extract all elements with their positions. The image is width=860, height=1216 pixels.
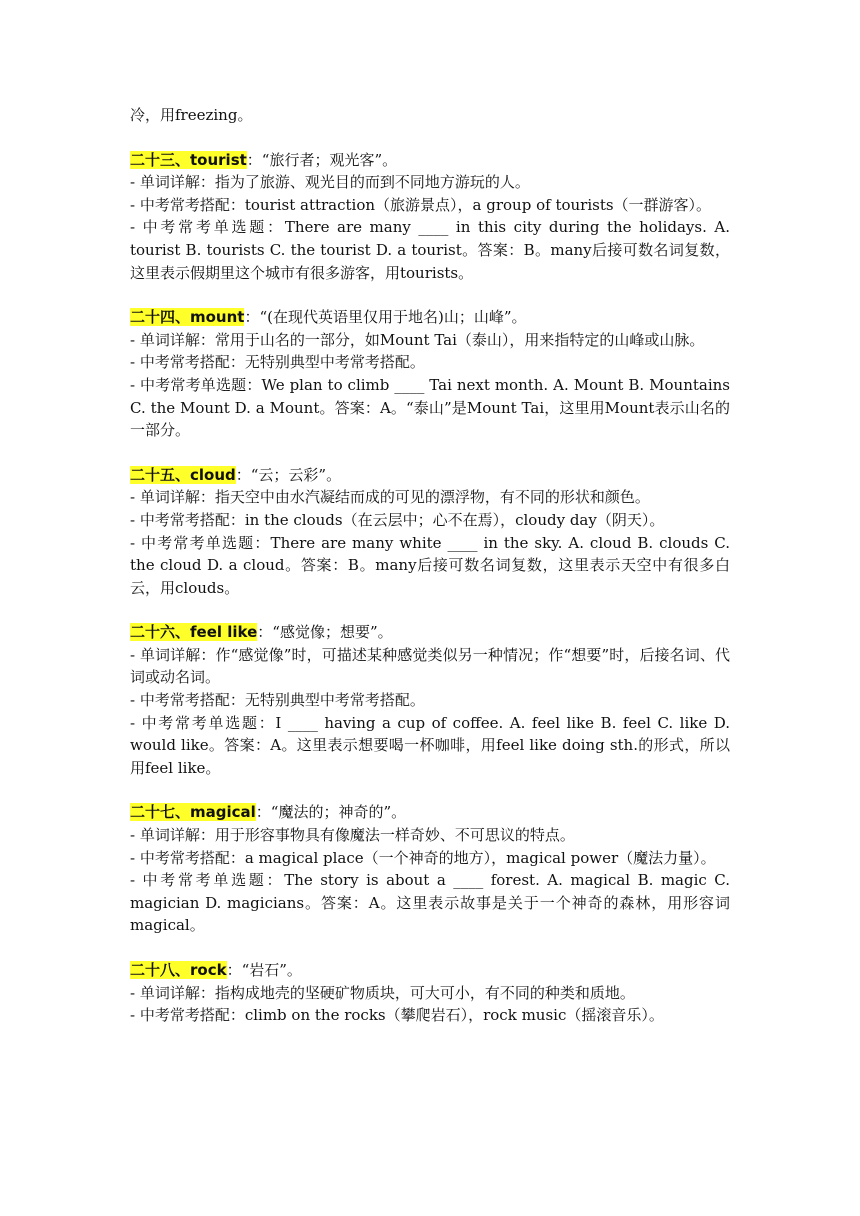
entry-detail-line: - 单词详解：常用于山名的一部分，如Mount Tai（泰山），用来指特定的山峰或山脉。 bbox=[130, 330, 705, 349]
entry-heading bbox=[130, 801, 730, 824]
entry-term-highlight: 二十六、feel like bbox=[130, 623, 258, 642]
entry-detail-line: - 中考常考搭配：a magical place（一个神奇的地方），magical power（魔法力量）。 bbox=[130, 848, 716, 867]
entry-gloss: ：“(在现代英语里仅用于地名)山；山峰”。 bbox=[244, 308, 527, 327]
entry-term-highlight: 二十三、tourist bbox=[130, 150, 247, 169]
vocab-entry bbox=[130, 464, 730, 600]
entry-detail-line: - 中考常考单选题：There are many white ____ in the sky. A. cloud B. clouds C. the cloud D. a cloud。答案：B。many后接可数名词复数，这里表示天空中有很多白云，用clouds。 bbox=[130, 533, 730, 597]
entry-detail-line: - 单词详解：指构成地壳的坚硬矿物质块，可大可小，有不同的种类和质地。 bbox=[130, 983, 635, 1002]
entry-gloss: ：“旅行者；观光客”。 bbox=[246, 150, 398, 169]
entry-detail-line: - 中考常考搭配：无特别典型中考常考搭配。 bbox=[130, 691, 425, 710]
entry-detail-line: - 单词详解：指天空中由水汽凝结而成的可见的漂浮物，有不同的形状和颜色。 bbox=[130, 488, 650, 507]
entry-detail-line: - 单词详解：用于形容事物具有像魔法一样奇妙、不可思议的特点。 bbox=[130, 826, 575, 845]
entry-gloss: ：“云；云彩”。 bbox=[235, 465, 342, 484]
entry-detail-line: - 单词详解：指为了旅游、观光目的而到不同地方游玩的人。 bbox=[130, 173, 530, 192]
entry-heading bbox=[130, 306, 730, 329]
entry-detail-line: - 中考常考单选题：There are many ____ in this city during the holidays. A. tourist B. tourists C. the tourist D. a tourist。答案：B。many后接可数名词复数，这里表示假期里这个城市有很多游客，用tourists。 bbox=[130, 218, 730, 282]
entry-detail-line: - 中考常考搭配：in the clouds（在云层中；心不在焉），cloudy day（阴天）。 bbox=[130, 510, 665, 529]
vocab-entry bbox=[130, 306, 730, 442]
entry-detail-line: - 中考常考搭配：climb on the rocks（攀爬岩石），rock music（摇滚音乐）。 bbox=[130, 1006, 664, 1025]
entry-detail-line: - 中考常考单选题：I ____ having a cup of coffee. A. feel like B. feel C. like D. would like。答案：A。这里表示想要喝一杯咖啡，用feel like doing sth.的形式，所以用feel like。 bbox=[130, 713, 730, 777]
vocab-entry bbox=[130, 959, 730, 1027]
entry-term-highlight: 二十四、mount bbox=[130, 308, 245, 327]
entry-detail-line: - 单词详解：作“感觉像”时，可描述某种感觉类似另一种情况；作“想要”时，后接名词、代词或动名词。 bbox=[130, 645, 730, 687]
entry-gloss: ：“感觉像；想要”。 bbox=[257, 623, 393, 642]
vocab-entry bbox=[130, 149, 730, 285]
entry-heading bbox=[130, 959, 730, 982]
document-body bbox=[130, 104, 730, 1049]
entry-heading bbox=[130, 464, 730, 487]
entry-detail-line: - 中考常考搭配：tourist attraction（旅游景点），a group of tourists（一群游客）。 bbox=[130, 195, 712, 214]
entry-term-highlight: 二十五、cloud bbox=[130, 465, 236, 484]
entry-gloss: ：“魔法的；神奇的”。 bbox=[255, 803, 407, 822]
entry-term-highlight: 二十七、magical bbox=[130, 803, 256, 822]
vocabulary-entries bbox=[130, 149, 730, 1027]
entry-gloss: ：“岩石”。 bbox=[226, 961, 302, 979]
intro-line: 冷，用freezing。 bbox=[130, 106, 253, 124]
entry-detail-line: - 中考常考单选题：The story is about a ____ forest. A. magical B. magic C. magician D. magicians。答案：A。这里表示故事是关于一个神奇的森林，用形容词magical。 bbox=[130, 871, 730, 935]
entry-detail-line: - 中考常考单选题：We plan to climb ____ Tai next month. A. Mount B. Mountains C. the Mount D. a Mount。答案：A。“泰山”是Mount Tai，这里用Mount表示山名的一部分。 bbox=[130, 375, 730, 440]
entry-heading bbox=[130, 149, 730, 172]
vocab-entry bbox=[130, 801, 730, 937]
entry-heading bbox=[130, 621, 730, 644]
vocab-entry bbox=[130, 621, 730, 779]
entry-term-highlight: 二十八、rock bbox=[130, 961, 227, 979]
entry-detail-line: - 中考常考搭配：无特别典型中考常考搭配。 bbox=[130, 353, 425, 372]
